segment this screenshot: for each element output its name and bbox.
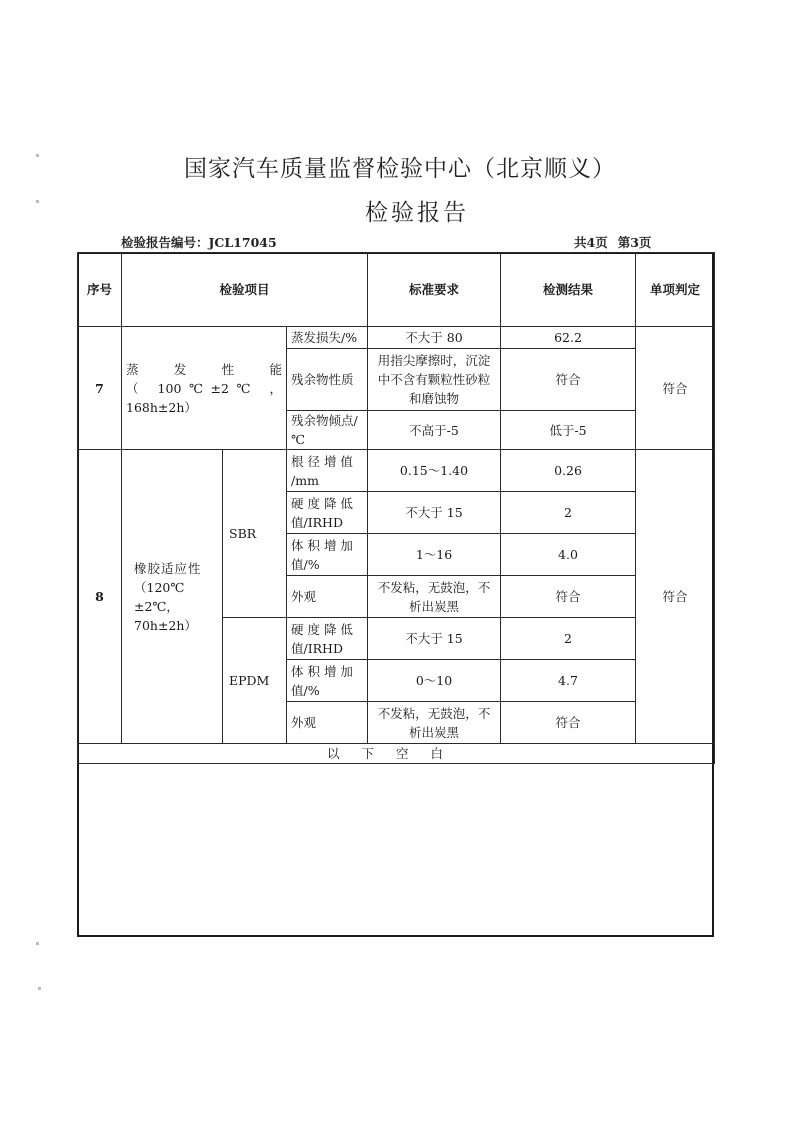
item-name-line1: 体 积 增 加 (291, 663, 353, 679)
standard-line2: 析出炭黑 (408, 724, 459, 740)
result-value: 0.26 (501, 450, 636, 492)
standard-value: 不高于-5 (368, 411, 501, 450)
result-value: 4.7 (501, 660, 636, 702)
scan-mark (36, 942, 39, 945)
item-name: 残余物倾点/℃ (287, 411, 368, 450)
group8-name (122, 450, 223, 744)
standard-value (368, 702, 501, 744)
total-pages: 共4页 (574, 235, 608, 250)
scan-mark (38, 987, 41, 990)
standard-value: 1～16 (368, 534, 501, 576)
result-value: 2 (501, 492, 636, 534)
verdict-8: 符合 (636, 450, 715, 744)
blank-note-row (78, 744, 715, 764)
header-standard: 标准要求 (368, 253, 501, 327)
current-page: 第3页 (617, 235, 652, 250)
standard-line1: 不发粘，无鼓泡，不 (377, 579, 491, 595)
header-result: 检测结果 (501, 253, 636, 327)
standard-value: 不大于 15 (368, 492, 501, 534)
item-name: 外观 (287, 576, 368, 618)
item-name (287, 618, 368, 660)
document-subtitle: 检验报告 (365, 200, 469, 226)
report-number (121, 233, 277, 251)
group8-name-line1: 橡胶适应性 (134, 560, 202, 576)
header-seq: 序号 (78, 253, 122, 327)
blank-note: 以下空白 (78, 744, 715, 764)
result-value: 低于-5 (501, 411, 636, 450)
item-name-line2: 值/% (291, 682, 320, 698)
group8-name-line3: 70h±2h） (134, 617, 197, 633)
item-name: 外观 (287, 702, 368, 744)
item-name-line1: 硬 度 降 低 (291, 621, 353, 637)
inspection-table (77, 252, 715, 764)
sbr-label: SBR (223, 450, 287, 618)
header-row (78, 253, 715, 327)
item-name (287, 450, 368, 492)
header-verdict: 单项判定 (636, 253, 715, 327)
item-name (287, 492, 368, 534)
item-name (287, 660, 368, 702)
item-name-line2: 值/IRHD (291, 514, 343, 530)
table-row (78, 327, 715, 349)
item-name-line2: 值/% (291, 556, 320, 572)
standard-line2: 析出炭黑 (408, 598, 459, 614)
standard-value (368, 576, 501, 618)
document-title: 国家汽车质量监督检验中心（北京顺义） (184, 156, 616, 182)
page-info (574, 233, 661, 251)
item-name-line1: 体 积 增 加 (291, 537, 353, 553)
item-name-line2: 值/IRHD (291, 640, 343, 656)
item-name (287, 534, 368, 576)
group7-name-line3: 168h±2h） (126, 399, 197, 415)
standard-value: 0.15～1.40 (368, 450, 501, 492)
item-name-line1: 根 径 增 值 (291, 453, 353, 469)
standard-line1: 不发粘，无鼓泡，不 (377, 705, 491, 721)
result-value: 62.2 (501, 327, 636, 349)
group7-name (122, 327, 287, 450)
group8-name-line2: （120℃±2℃， (134, 579, 185, 614)
table-row (78, 450, 715, 492)
result-value: 2 (501, 618, 636, 660)
group7-name-line1: 蒸 发 性 能 (126, 361, 282, 377)
report-number-value: JCL17045 (208, 235, 277, 250)
result-value: 符合 (501, 576, 636, 618)
seq-8: 8 (78, 450, 122, 744)
standard-value: 不大于 15 (368, 618, 501, 660)
epdm-label: EPDM (223, 618, 287, 744)
result-value: 4.0 (501, 534, 636, 576)
standard-value: 用指尖摩擦时，沉淀中不含有颗粒性砂粒和磨蚀物 (368, 349, 501, 411)
result-value: 符合 (501, 702, 636, 744)
item-name-line1: 硬 度 降 低 (291, 495, 353, 511)
standard-value: 不大于 80 (368, 327, 501, 349)
item-name: 蒸发损失/% (287, 327, 368, 349)
result-value: 符合 (501, 349, 636, 411)
report-number-label: 检验报告编号： (121, 235, 209, 250)
header-item: 检验项目 (122, 253, 368, 327)
standard-value: 0～10 (368, 660, 501, 702)
item-name-line2: /mm (291, 472, 319, 488)
seq-7: 7 (78, 327, 122, 450)
item-name: 残余物性质 (287, 349, 368, 411)
verdict-7: 符合 (636, 327, 715, 450)
group7-name-line2: （ 100℃±2℃ ， (126, 380, 282, 396)
